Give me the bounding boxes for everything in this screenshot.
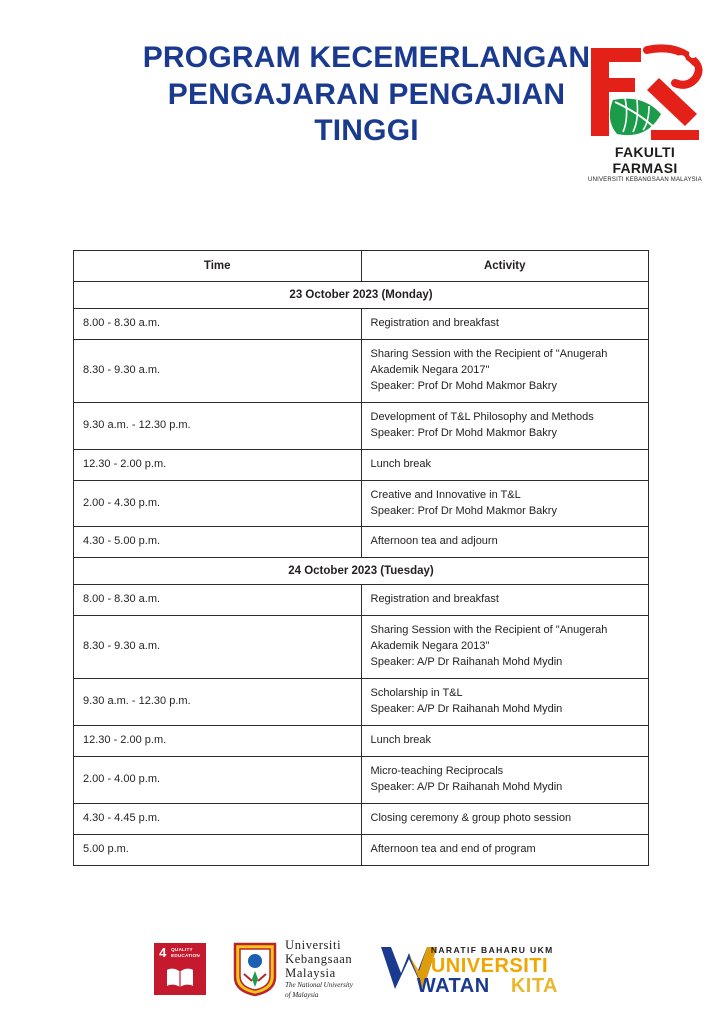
day-label: 24 October 2023 (Tuesday)	[74, 558, 649, 585]
ukm-tagline-2: of Malaysia	[285, 991, 319, 999]
schedule-section	[73, 250, 649, 866]
activity-line: Speaker: A/P Dr Raihanah Mohd Mydin	[370, 703, 563, 716]
naratif-word-kita: KITA	[510, 975, 559, 997]
table-row	[74, 339, 649, 402]
table-row	[74, 402, 649, 449]
table-row	[74, 480, 649, 527]
cell-time: 8.30 - 9.30 a.m.	[74, 339, 362, 402]
sdg-label-line-2: EDUCATION	[171, 952, 200, 958]
table-row	[74, 834, 649, 865]
schedule-table-head	[74, 251, 649, 282]
activity-line: Akademik Negara 2017"	[370, 363, 490, 376]
cell-activity	[361, 480, 649, 527]
fakulti-farmasi-logo	[585, 42, 705, 183]
page-title-line-3: TINGGI	[314, 114, 419, 148]
cell-time: 2.00 - 4.30 p.m.	[74, 480, 362, 527]
cell-time: 12.30 - 2.00 p.m.	[74, 726, 362, 757]
ukm-crest-icon	[232, 941, 278, 997]
table-row	[74, 616, 649, 679]
ukm-tagline-1: The National University	[285, 981, 353, 990]
activity-line: Speaker: Prof Dr Mohd Makmor Bakry	[370, 504, 557, 517]
naratif-top-text: NARATIF BAHARU UKM	[430, 945, 554, 955]
activity-line: Lunch break	[370, 457, 432, 470]
ukm-line-3: Malaysia	[285, 966, 336, 981]
table-row	[74, 679, 649, 726]
activity-line: Akademik Negara 2013"	[370, 640, 490, 653]
day-header-row	[74, 282, 649, 309]
naratif-word-universiti: UNIVERSITI	[430, 955, 549, 977]
table-row	[74, 585, 649, 616]
ukm-line-1: Universiti	[285, 938, 342, 953]
activity-line: Closing ceremony & group photo session	[370, 811, 572, 824]
page-title-line-2: PENGAJARAN PENGAJIAN	[167, 77, 566, 111]
table-row	[74, 527, 649, 558]
activity-line: Speaker: A/P Dr Raihanah Mohd Mydin	[370, 656, 563, 669]
activity-line: Registration and breakfast	[370, 593, 499, 606]
cell-time: 5.00 p.m.	[74, 834, 362, 865]
schedule-table-body	[74, 282, 649, 866]
cell-activity	[361, 726, 649, 757]
table-row	[74, 803, 649, 834]
logo-caption-main: FAKULTI FARMASI	[612, 144, 678, 176]
activity-line: Speaker: Prof Dr Mohd Makmor Bakry	[370, 426, 557, 439]
naratif-baharu-ukm-logo	[379, 941, 569, 997]
cell-time: 8.00 - 8.30 a.m.	[74, 585, 362, 616]
activity-line: Lunch break	[370, 734, 432, 746]
cell-time: 8.00 - 8.30 a.m.	[74, 309, 362, 340]
activity-line: Speaker: Prof Dr Mohd Makmor Bakry	[370, 379, 557, 392]
activity-line: Sharing Session with the Recipient of "Anugerah	[370, 624, 608, 637]
page-title	[92, 40, 632, 150]
schedule-table	[73, 250, 649, 866]
fakulti-farmasi-logo-mark	[585, 42, 705, 142]
table-row	[74, 726, 649, 757]
naratif-word-watan: WATAN	[416, 975, 490, 997]
column-header-time: Time	[74, 251, 362, 282]
day-label: 23 October 2023 (Monday)	[74, 282, 649, 309]
cell-activity	[361, 616, 649, 679]
cell-time: 4.30 - 4.45 p.m.	[74, 803, 362, 834]
activity-line: Registration and breakfast	[370, 317, 499, 329]
activity-line: Creative and Innovative in T&L	[370, 488, 521, 501]
fakulti-farmasi-logo-icon	[585, 42, 705, 142]
column-header-activity: Activity	[361, 251, 649, 282]
cell-activity	[361, 527, 649, 558]
cell-activity	[361, 339, 649, 402]
activity-line: Development of T&L Philosophy and Methods	[370, 410, 594, 423]
logo-caption-sub: UNIVERSITI KEBANGSAAN MALAYSIA	[588, 177, 702, 183]
day-header-row	[74, 558, 649, 585]
table-row	[74, 756, 649, 803]
cell-time: 2.00 - 4.00 p.m.	[74, 756, 362, 803]
cell-time: 9.30 a.m. - 12.30 p.m.	[74, 402, 362, 449]
cell-activity	[361, 834, 649, 865]
ukm-logo	[232, 938, 353, 1000]
cell-activity	[361, 679, 649, 726]
cell-time: 9.30 a.m. - 12.30 p.m.	[74, 679, 362, 726]
sdg-label	[171, 947, 200, 958]
page-title-line-1: PROGRAM KECEMERLANGAN	[142, 41, 591, 74]
activity-line: Afternoon tea and end of program	[370, 842, 536, 855]
ukm-line-2: Kebangsaan	[285, 952, 353, 967]
activity-line: Afternoon tea and adjourn	[370, 535, 498, 548]
cell-time: 8.30 - 9.30 a.m.	[74, 616, 362, 679]
ukm-wordmark	[285, 938, 353, 1000]
cell-activity	[361, 803, 649, 834]
cell-activity	[361, 309, 649, 340]
table-row	[74, 309, 649, 340]
cell-activity	[361, 402, 649, 449]
sdg-number: 4	[159, 945, 167, 960]
cell-activity	[361, 449, 649, 480]
page-header	[0, 0, 723, 190]
cell-activity	[361, 585, 649, 616]
sdg-goal-4-logo	[154, 943, 206, 995]
table-row	[74, 449, 649, 480]
activity-line: Speaker: A/P Dr Raihanah Mohd Mydin	[370, 780, 563, 793]
footer-logos	[0, 934, 723, 1004]
sdg-label-line-1: QUALITY	[171, 947, 193, 952]
activity-line: Scholarship in T&L	[370, 687, 463, 700]
activity-line: Sharing Session with the Recipient of "Anugerah	[370, 347, 608, 360]
cell-time: 4.30 - 5.00 p.m.	[74, 527, 362, 558]
cell-time: 12.30 - 2.00 p.m.	[74, 449, 362, 480]
open-book-icon	[165, 967, 195, 989]
cell-activity	[361, 756, 649, 803]
activity-line: Micro-teaching Reciprocals	[370, 764, 504, 777]
table-header-row	[74, 251, 649, 282]
fakulti-farmasi-logo-caption	[585, 144, 705, 183]
